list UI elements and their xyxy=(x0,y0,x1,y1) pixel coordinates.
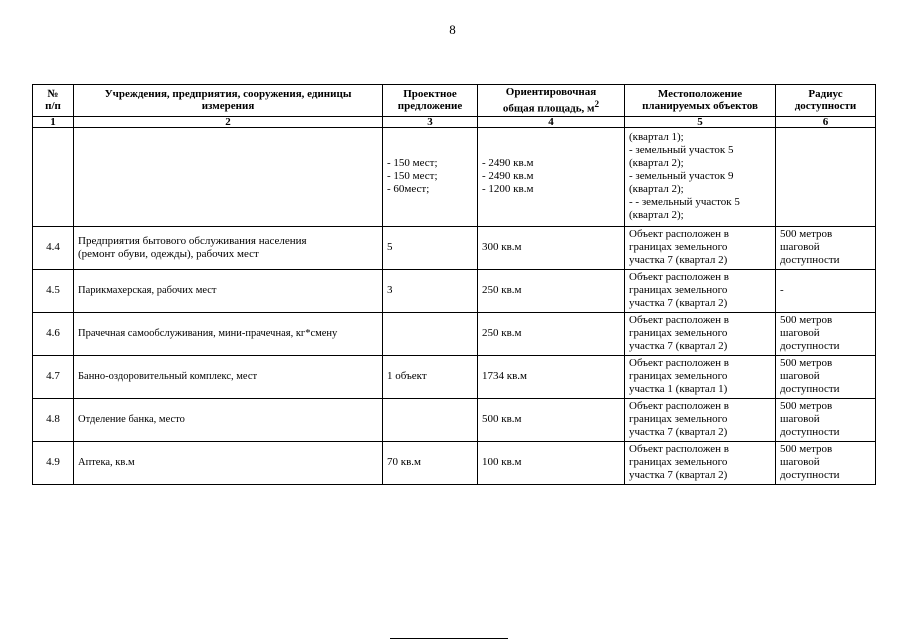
row-number: 4.4 xyxy=(33,226,74,269)
table-row xyxy=(33,398,876,441)
column-number: 6 xyxy=(776,116,876,127)
column-number: 5 xyxy=(625,116,776,127)
row-area: 1734 кв.м xyxy=(478,355,625,398)
row-number: 4.9 xyxy=(33,441,74,484)
row-name: Прачечная самообслуживания, мини-прачечная, кг*смену xyxy=(74,312,383,355)
row-proposal: 1 объект xyxy=(383,355,478,398)
table-row xyxy=(33,269,876,312)
row-radius: 500 метров шаговой доступности xyxy=(776,355,876,398)
header-institution: Учреждения, предприятия, сооружения, единицы измерения xyxy=(74,85,383,117)
column-number: 2 xyxy=(74,116,383,127)
column-number: 1 xyxy=(33,116,74,127)
table-row xyxy=(33,441,876,484)
continuation-area: - 2490 кв.м - 2490 кв.м - 1200 кв.м xyxy=(478,127,625,226)
row-location: Объект расположен в границах земельного участка 7 (квартал 2) xyxy=(625,441,776,484)
header-location: Местоположение планируемых объектов xyxy=(625,85,776,117)
row-proposal: 3 xyxy=(383,269,478,312)
row-number: 4.6 xyxy=(33,312,74,355)
row-radius: - xyxy=(776,269,876,312)
row-name: Аптека, кв.м xyxy=(74,441,383,484)
row-proposal xyxy=(383,398,478,441)
area-unit-superscript: 2 xyxy=(594,99,600,109)
row-area: 250 кв.м xyxy=(478,269,625,312)
continuation-location: (квартал 1); - земельный участок 5 (квартал 2); - земельный участок 9 (квартал 2); - - земельный участок 5 (квартал 2); xyxy=(625,127,776,226)
row-area: 500 кв.м xyxy=(478,398,625,441)
page-number: 8 xyxy=(449,22,456,37)
row-area: 100 кв.м xyxy=(478,441,625,484)
continuation-row xyxy=(33,127,876,226)
row-number: 4.8 xyxy=(33,398,74,441)
header-area: Ориентировочная общая площадь, $м^2$ xyxy=(478,85,625,117)
row-proposal xyxy=(383,312,478,355)
header-proposal: Проектное предложение xyxy=(383,85,478,117)
facilities-table xyxy=(32,84,876,485)
row-number: 4.5 xyxy=(33,269,74,312)
column-number-row xyxy=(33,116,876,127)
row-area: 250 кв.м xyxy=(478,312,625,355)
row-name: Парикмахерская, рабочих мест xyxy=(74,269,383,312)
column-number: 4 xyxy=(478,116,625,127)
row-location: Объект расположен в границах земельного участка 7 (квартал 2) xyxy=(625,269,776,312)
row-radius: 500 метров шаговой доступности xyxy=(776,441,876,484)
table-row xyxy=(33,226,876,269)
row-proposal: 5 xyxy=(383,226,478,269)
row-proposal: 70 кв.м xyxy=(383,441,478,484)
row-name: Предприятия бытового обслуживания населения (ремонт обуви, одежды), рабочих мест xyxy=(74,226,383,269)
header-row xyxy=(33,85,876,117)
row-location: Объект расположен в границах земельного участка 1 (квартал 1) xyxy=(625,355,776,398)
row-radius: 500 метров шаговой доступности xyxy=(776,312,876,355)
row-radius: 500 метров шаговой доступности xyxy=(776,226,876,269)
row-number: 4.7 xyxy=(33,355,74,398)
header-radius: Радиус доступности xyxy=(776,85,876,117)
row-name: Банно-оздоровительный комплекс, мест xyxy=(74,355,383,398)
row-location: Объект расположен в границах земельного участка 7 (квартал 2) xyxy=(625,312,776,355)
table-row xyxy=(33,312,876,355)
column-number: 3 xyxy=(383,116,478,127)
footer-divider xyxy=(390,638,508,639)
row-name: Отделение банка, место xyxy=(74,398,383,441)
row-location: Объект расположен в границах земельного участка 7 (квартал 2) xyxy=(625,398,776,441)
row-location: Объект расположен в границах земельного участка 7 (квартал 2) xyxy=(625,226,776,269)
header-num: № п/п xyxy=(33,85,74,117)
row-radius: 500 метров шаговой доступности xyxy=(776,398,876,441)
table-row xyxy=(33,355,876,398)
row-area: 300 кв.м xyxy=(478,226,625,269)
continuation-proposal: - 150 мест; - 150 мест; - 60мест; xyxy=(383,127,478,226)
